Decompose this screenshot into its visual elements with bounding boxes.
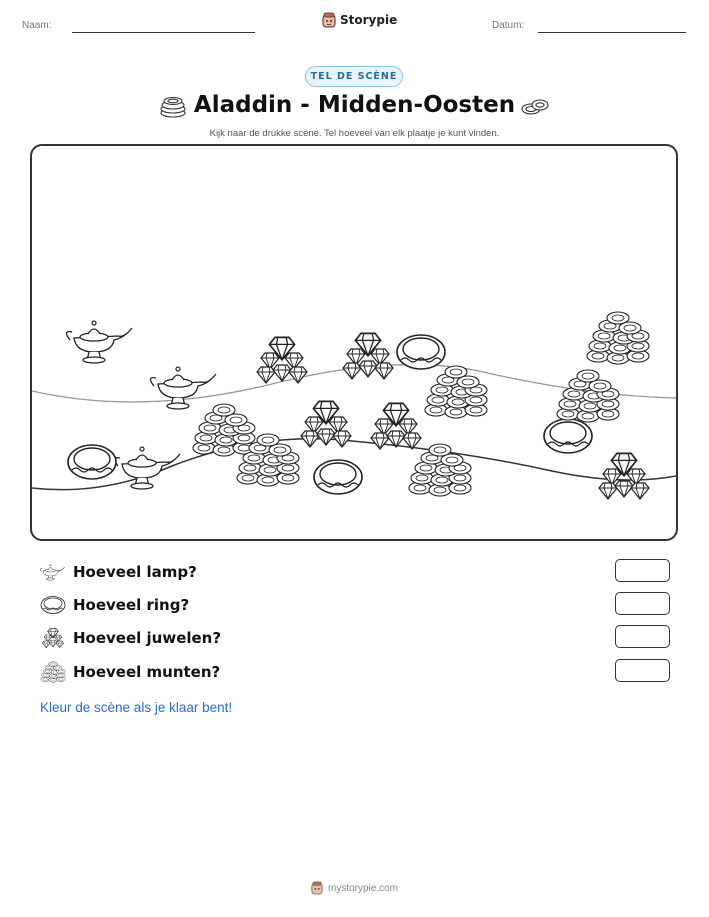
name-field[interactable] <box>72 32 255 33</box>
footer-url[interactable]: mystorypie.com <box>327 882 398 894</box>
scene-drawing <box>32 146 676 539</box>
coins-icon <box>409 444 471 496</box>
jewels-icon <box>301 401 351 447</box>
answer-box-coins[interactable] <box>615 659 670 682</box>
jewels-icon <box>599 453 649 499</box>
date-field[interactable] <box>538 32 686 33</box>
question-text: Hoeveel ring? <box>73 596 190 614</box>
coloring-note: Kleur de scène als je klaar bent! <box>40 700 233 715</box>
coins-icon <box>425 366 487 418</box>
coins-icon <box>193 404 255 456</box>
answer-box-jewels[interactable] <box>615 625 670 648</box>
lamp-icon <box>150 367 216 409</box>
date-label: Datum: <box>492 20 525 31</box>
page-title: Aladdin - Midden-Oosten <box>193 92 516 118</box>
jewels-icon <box>371 403 421 449</box>
jewels-icon <box>40 627 66 649</box>
lamp-icon <box>40 561 66 583</box>
page-subtitle: Kijk naar de drukke scène. Tel hoeveel van elk plaatje je kunt vinden. <box>209 128 500 139</box>
answer-box-ring[interactable] <box>615 592 670 615</box>
question-row-lamp <box>40 559 670 585</box>
storypie-mascot-icon <box>311 881 323 895</box>
counting-scene <box>30 144 678 541</box>
storypie-mascot-icon <box>322 12 336 28</box>
jewels-icon <box>257 337 307 383</box>
ring-icon <box>544 419 592 453</box>
activity-badge: TEL DE SCÈNE <box>305 66 403 87</box>
coins-icon <box>557 370 619 422</box>
question-text: Hoeveel juwelen? <box>73 629 222 647</box>
answer-box-lamp[interactable] <box>615 559 670 582</box>
jewels-icon <box>343 333 393 379</box>
brand-logo <box>322 12 397 28</box>
ring-icon <box>68 445 116 479</box>
question-row-ring <box>40 592 670 618</box>
question-text: Hoeveel munten? <box>73 663 221 681</box>
footer <box>0 881 709 895</box>
brand-name: Storypie <box>340 13 398 27</box>
ring-icon <box>314 460 362 494</box>
ring-icon <box>397 335 445 369</box>
ring-icon <box>40 594 66 616</box>
question-text: Hoeveel lamp? <box>73 563 197 581</box>
question-row-jewels <box>40 625 670 651</box>
coins-icon <box>520 94 550 118</box>
question-row-coins <box>40 659 670 685</box>
lamp-icon <box>66 321 132 363</box>
name-label: Naam: <box>22 20 52 31</box>
coins-icon <box>40 661 66 683</box>
coins-icon <box>587 312 649 364</box>
